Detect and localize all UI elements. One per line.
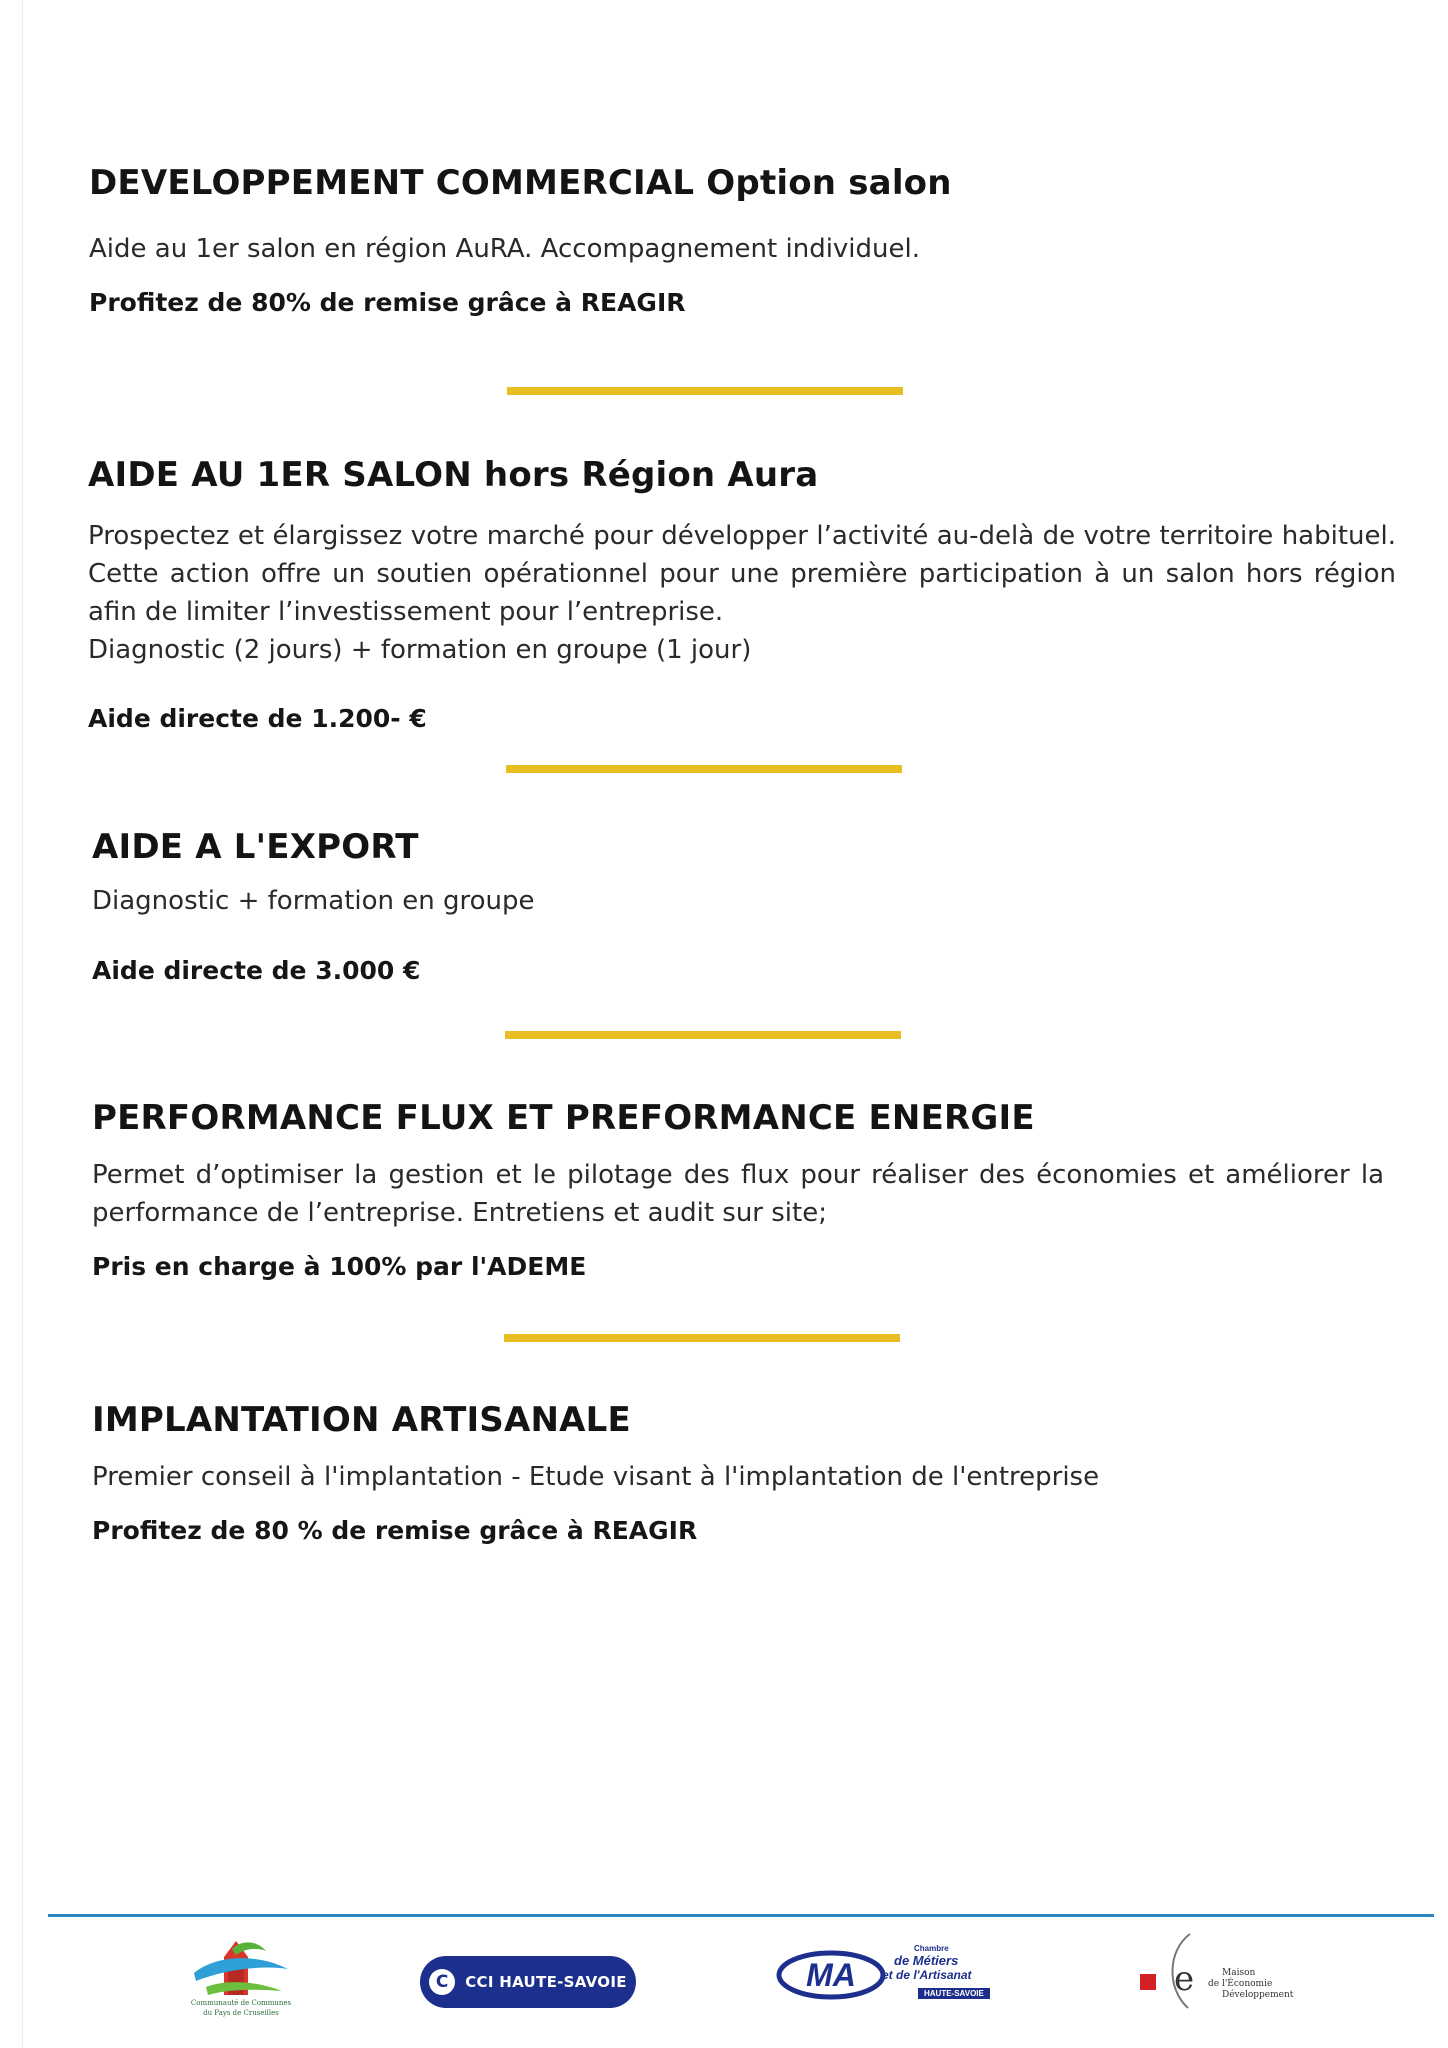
logo-maison-economie	[1140, 1930, 1320, 2010]
section-4-highlight: Pris en charge à 100% par l'ADEME	[92, 1252, 587, 1281]
section-1-body: Aide au 1er salon en région AuRA. Accompagnement individuel.	[89, 234, 920, 264]
section-2-title: AIDE AU 1ER SALON hors Région Aura	[88, 455, 819, 495]
cma-word1: Chambre	[914, 1944, 949, 1953]
logo-cci-haute-savoie	[420, 1956, 636, 2008]
section-1-highlight: Profitez de 80% de remise grâce à REAGIR	[89, 288, 686, 317]
section-3-body: Diagnostic + formation en groupe	[92, 886, 535, 916]
logo-cma-haute-savoie	[776, 1944, 996, 2012]
separator-1	[507, 387, 903, 395]
section-4-title: PERFORMANCE FLUX ET PREFORMANCE ENERGIE	[92, 1098, 1035, 1138]
section-3-highlight: Aide directe de 3.000 €	[92, 956, 421, 985]
svg-text:MA: MA	[806, 1957, 856, 1993]
svg-text:e: e	[1174, 1959, 1195, 1999]
mde-e-icon	[1160, 1930, 1204, 2010]
section-5-highlight: Profitez de 80 % de remise grâce à REAGIR	[92, 1516, 698, 1545]
footer-divider	[48, 1914, 1434, 1917]
section-1-title: DEVELOPPEMENT COMMERCIAL Option salon	[89, 163, 952, 203]
cma-word3: et de l'Artisanat	[882, 1968, 972, 1982]
cc-cruseilles-emblem-icon	[186, 1935, 296, 1997]
cc-caption-line2: du Pays de Cruseilles	[203, 2009, 279, 2017]
section-5-title: IMPLANTATION ARTISANALE	[92, 1400, 631, 1440]
separator-4	[504, 1334, 900, 1342]
logo-cc-pays-cruseilles	[186, 1935, 296, 2025]
cc-caption-line1: Communauté de Communes	[190, 1999, 292, 2007]
page-edge	[22, 0, 23, 2048]
mde-line3: Développement	[1222, 1990, 1294, 2000]
mde-red-square-icon	[1140, 1974, 1156, 1990]
mde-line2: de l'Économie	[1208, 1979, 1273, 1989]
section-3-title: AIDE A L'EXPORT	[92, 827, 419, 867]
section-5-body: Premier conseil à l'implantation - Etude visant à l'implantation de l'entreprise	[92, 1462, 1100, 1492]
section-2-body: Prospectez et élargissez votre marché pour développer l’activité au-delà de votre territoire habituel. Cette action offre un soutien opérationnel pour une première participation à un salon hors région afin de limiter l’investissement pour l’entreprise.	[88, 521, 1396, 627]
cma-region: HAUTE-SAVOIE	[918, 1988, 990, 1999]
section-2-highlight: Aide directe de 1.200- €	[88, 704, 427, 733]
section-4-body: Permet d’optimiser la gestion et le pilotage des flux pour réaliser des économies et améliorer la performance de l’entreprise. Entretiens et audit sur site;	[92, 1160, 1384, 1228]
cma-word2: de Métiers	[894, 1953, 959, 1968]
cma-emblem-icon	[776, 1950, 886, 2000]
section-2-body2: Diagnostic (2 jours) + formation en groupe (1 jour)	[88, 635, 752, 665]
separator-2	[506, 765, 902, 773]
mde-line1: Maison	[1222, 1968, 1256, 1978]
separator-3	[505, 1031, 901, 1039]
cci-label: CCI HAUTE-SAVOIE	[465, 1973, 627, 1991]
cci-c-icon: C	[429, 1969, 455, 1995]
